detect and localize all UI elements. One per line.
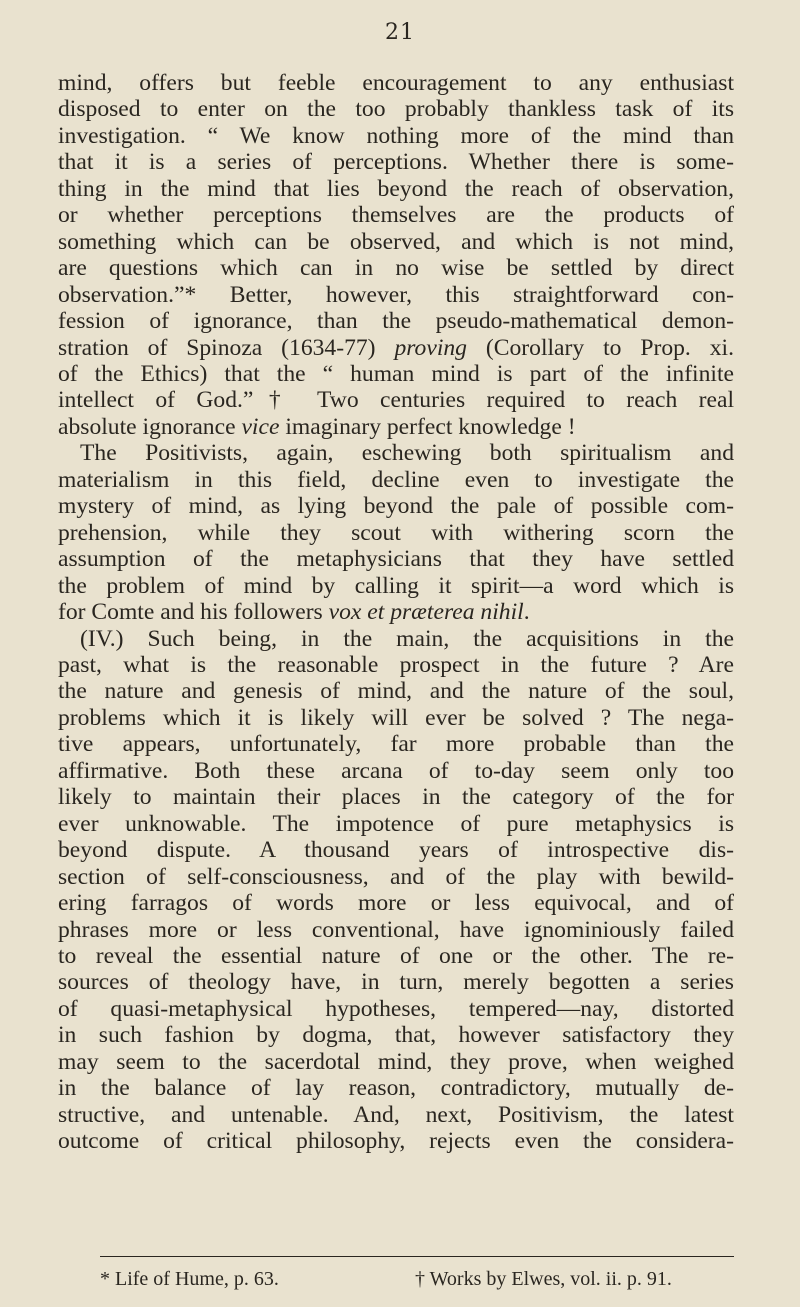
text-line: sources of theology have, in turn, merely begotten a series xyxy=(58,969,734,996)
text-line: to reveal the essential nature of one or the other. The re- xyxy=(58,942,734,969)
text-line: problems which it is likely will ever be solved ? The nega- xyxy=(58,704,734,731)
text-line: intellect of God.”† Two centuries required to reach real xyxy=(58,387,734,414)
text-line: stration of Spinoza (1634-77) proving (Corollary to Prop. xi. xyxy=(58,334,734,361)
text-line: or whether perceptions themselves are the products of xyxy=(58,202,734,229)
text-line: mind, offers but feeble encouragement to any enthusiast xyxy=(58,70,734,96)
footnote-hume: * Life of Hume, p. 63. xyxy=(100,1268,279,1290)
text-line: phrases more or less conventional, have ignominiously failed xyxy=(58,916,734,943)
text-line: for Comte and his followers vox et præterea nihil. xyxy=(58,599,530,626)
text-line: prehension, while they scout with withering scorn the xyxy=(58,519,734,546)
text-line: of the Ethics) that the “ human mind is part of the infinite xyxy=(58,360,734,387)
footnote-divider xyxy=(100,1256,734,1257)
text-line: thing in the mind that lies beyond the reach of observation, xyxy=(58,175,734,202)
text-line: absolute ignorance vice imaginary perfect knowledge ! xyxy=(58,413,576,440)
text-line: that it is a series of perceptions. Whether there is some- xyxy=(58,149,734,176)
text-line: The Positivists, again, eschewing both spiritualism and xyxy=(80,440,734,467)
text-line: (IV.) Such being, in the main, the acquisitions in the xyxy=(80,625,734,652)
text-line: something which can be observed, and which is not mind, xyxy=(58,228,734,255)
text-line: may seem to the sacerdotal mind, they prove, when weighed xyxy=(58,1048,734,1075)
text-line: investigation. “ We know nothing more of the mind than xyxy=(58,122,734,149)
text-line: ering farragos of words more or less equivocal, and of xyxy=(58,890,734,917)
text-line: affirmative. Both these arcana of to-day seem only too xyxy=(58,757,734,784)
text-line: ever unknowable. The impotence of pure metaphysics is xyxy=(58,810,734,837)
text-line: fession of ignorance, than the pseudo-mathematical demon- xyxy=(58,308,734,335)
text-line: mystery of mind, as lying beyond the pale of possible com- xyxy=(58,493,734,520)
text-line: the nature and genesis of mind, and the nature of the soul, xyxy=(58,678,734,705)
text-line: tive appears, unfortunately, far more probable than the xyxy=(58,731,734,758)
page-number: 21 xyxy=(385,20,415,45)
text-line: are questions which can in no wise be settled by direct xyxy=(58,255,734,282)
text-line: of quasi-metaphysical hypotheses, tempered—nay, distorted xyxy=(58,995,734,1022)
text-line: section of self-consciousness, and of the play with bewild- xyxy=(58,863,734,890)
text-line: past, what is the reasonable prospect in the future ? Are xyxy=(58,651,734,678)
footnote-elwes: † Works by Elwes, vol. ii. p. 91. xyxy=(415,1268,672,1290)
text-line: the problem of mind by calling it spirit—a word which is xyxy=(58,572,734,599)
text-line: assumption of the metaphysicians that they have settled xyxy=(58,546,734,573)
text-line: structive, and untenable. And, next, Positivism, the latest xyxy=(58,1101,734,1128)
text-line: beyond dispute. A thousand years of introspective dis- xyxy=(58,837,734,864)
text-line: materialism in this field, decline even to investigate the xyxy=(58,466,734,493)
text-line: observation.”* Better, however, this straightforward con- xyxy=(58,281,734,308)
text-line: likely to maintain their places in the category of the for xyxy=(58,784,734,811)
text-line: in such fashion by dogma, that, however satisfactory they xyxy=(58,1022,734,1049)
body-text xyxy=(58,70,734,1155)
text-line: disposed to enter on the too probably thankless task of its xyxy=(58,96,734,123)
text-line: in the balance of lay reason, contradictory, mutually de- xyxy=(58,1075,734,1102)
text-line: outcome of critical philosophy, rejects even the considera- xyxy=(58,1128,734,1155)
